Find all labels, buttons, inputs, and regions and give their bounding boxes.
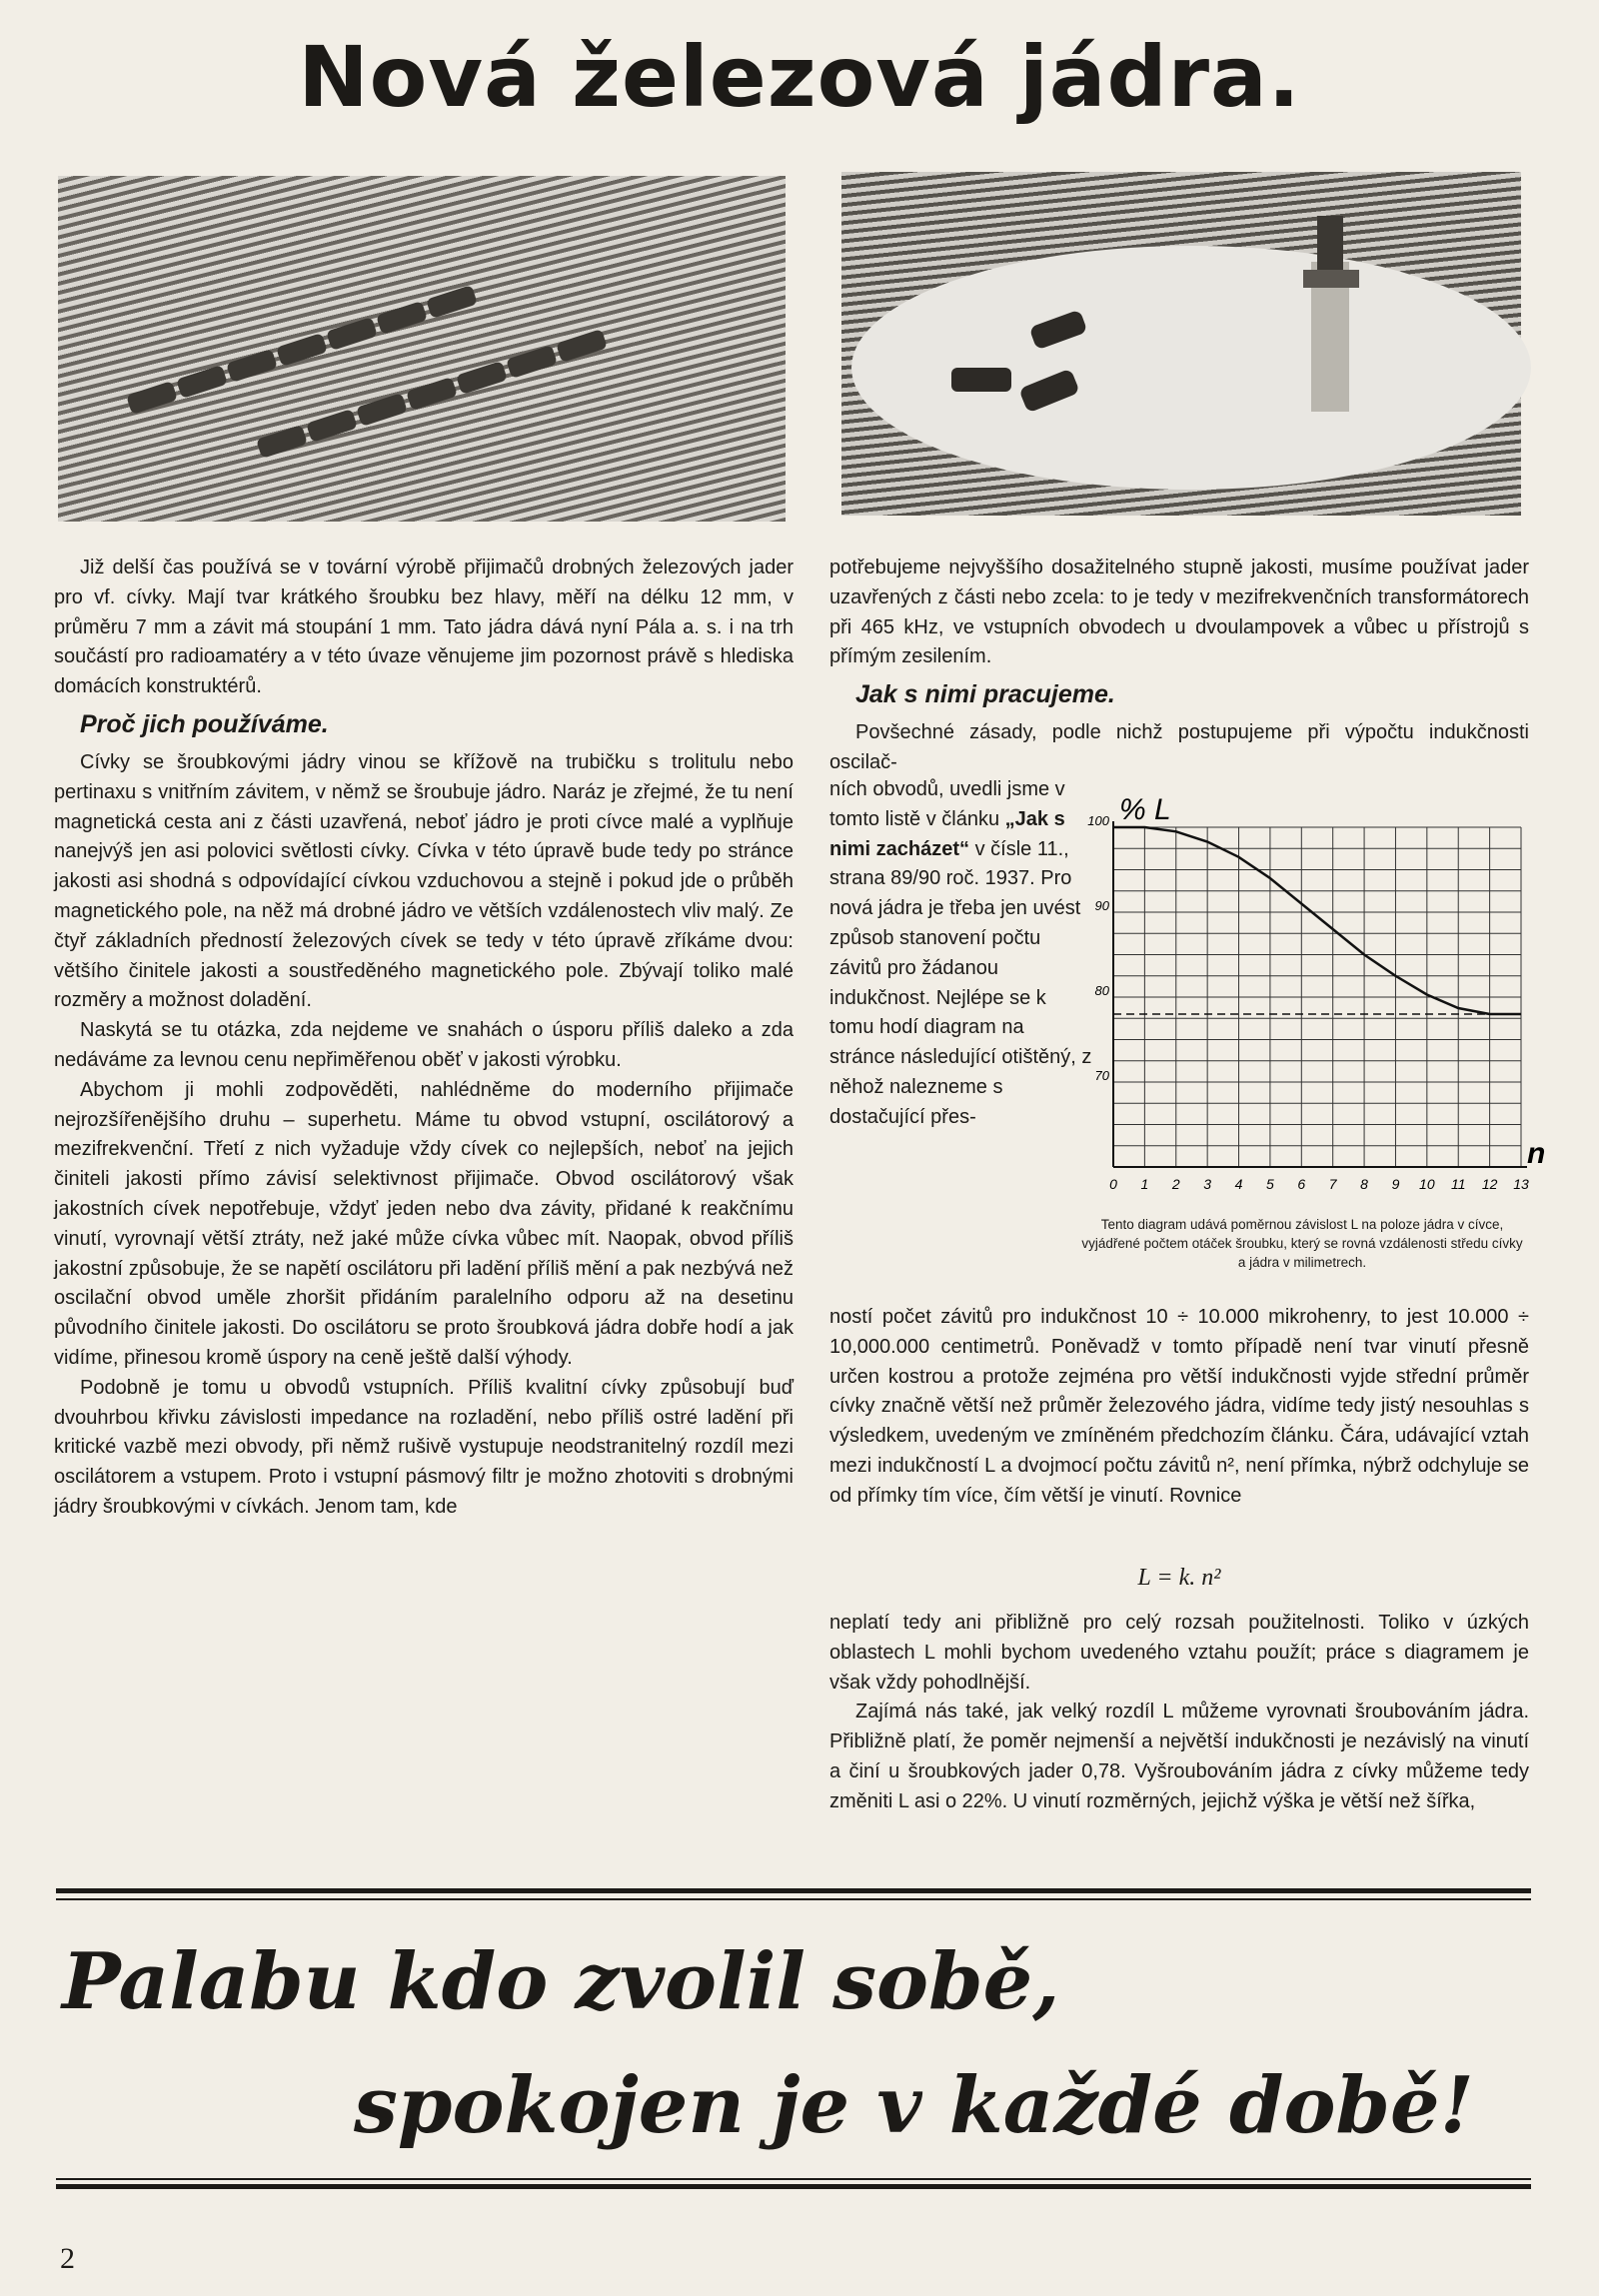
paragraph: potřebujeme nejvyššího dosažitelného stupně jakosti, musíme používat jader uzavřených z části nebo zcela: to je tedy v mezifrekvenčních transformátorech při 465 kHz, ve vstupních obvodech u dvoulampovek a vůbec u přístrojů s přímým zesilením. [829,557,1529,668]
divider [56,1888,1531,1893]
x-tick-label: 0 [1109,1176,1117,1192]
x-axis-label: n [1527,1137,1546,1170]
page-number: 2 [60,2242,75,2275]
photo-coil-on-dish [841,172,1521,516]
coil-dish-illustration [841,172,1521,516]
inductance-chart [1081,787,1546,1212]
x-tick-label: 5 [1266,1176,1274,1192]
iron-cores-illustration [58,176,786,522]
x-tick-label: 9 [1391,1176,1400,1192]
slogan-line-2: spokojen je v každé době! [354,2060,1474,2151]
y-tick-label: 100 [1087,813,1109,828]
divider [56,2178,1531,2180]
chart-caption: Tento diagram udává poměrnou závislost L na poloze jádra v cívce, vyjádřené počtem otáček šroubku, který se rovná vzdálenosti středu cívky a jádra v milimetrech. [1081,1217,1523,1270]
paragraph: Cívky se šroubkovými jádry vinou se křížově na trubičku s trolitulu nebo pertinaxu s vnitřním závitem, v němž se šroubuje jádro. Naráz je zřejmé, že tu není magnetická cesta ani z části uzavřená, neboť jádro je proti cívce malé a vyplňuje nanejvýš jen asi polovici světlosti cívky. Cívka v této úpravě bude tedy po stránce jakosti asi shodná s odpovídající cívkou vzduchovou a stejně i pokud jde o průběh magnetického pole, na něž má drobné jádro ve větších vzdálenostech vliv malý. Ze čtyř základních předností železových cívek se tedy v této úpravě zříkáme dvou: většího činitele jakosti a soustředěného magnetického pole. Zbývají toliko malé rozměry a možnost doladění. [54,750,794,1012]
article-title: Nová železová jádra. [298,28,1301,126]
divider [56,2184,1531,2189]
y-tick-label: 70 [1094,1068,1109,1083]
right-column-bottom-2 [829,1609,1529,1817]
wrap-text-a: ních obvodů, uvedli jsme v tomto listě v článku [829,778,1065,830]
paragraph: Abychom ji mohli zodpověděti, nahlédněme do moderního přijimače nejrozšířenějšího druhu – superhetu. Máme tu obvod vstupní, oscilátorový a mezifrekvenční. Třetí z nich vyžaduje vždy cívek co nejlepších, neboť na jejich činiteli jakosti přímo závisí selektivnost přijimače. Obvod oscilátorový však jakostních cívek nepotřebuje, vždyť jeden nebo dva závity, přidané k reakčnímu vinutí, vyrovnají větší ztráty, než jaké může cívka vůbec mít. Naopak, obvod příliš jakostní způsobuje, že se napětí oscilátoru při ladění příliš mění a pak nezbývá než oscilační obvod uměle zhoršit přidáním paralelního odporu až na desetinu původního činitele jakosti. Do oscilátoru se proto šroubková jádra dobře hodí a jak vidíme, přinesou kromě úspory na ceně ještě další výhody. [54,1078,794,1369]
formula: L = k. n² [1137,1565,1221,1591]
y-tick-label: 80 [1094,983,1109,998]
wrap-text-b: v čísle 11., strana 89/90 roč. 1937. Pro nová jádra je třeba jen uvést způsob stanovení počtu závitů pro žádanou indukčnost. Nejlépe se k tomu hodí diagram na stránce následující otištěný, z něhož nalezneme s dostačující přes- [829,837,1092,1128]
x-tick-label: 1 [1140,1176,1149,1192]
article-reference: „Jak s nimi zacházet“ [829,807,1065,860]
right-column-top [829,554,1529,778]
photo-iron-cores-rows [58,176,786,522]
slogan-line-1: Palabu kdo zvolil sobě, [62,1936,1060,2027]
section-heading-how: Jak s nimi pracujeme. [855,680,1115,709]
wrap-text [829,775,1093,1133]
paragraph: Naskytá se tu otázka, zda nejdeme ve snahách o úsporu příliš daleko a zda nedáváme za levnou cenu nepřiměřenou oběť v jakosti výrobku. [54,1019,794,1071]
paragraph: ností počet závitů pro indukčnost 10 ÷ 10.000 mikrohenry, to jest 10.000 ÷ 10,000.000 centimetrů. Poněvadž v tomto případě není tvar vinutí přesně určen kostrou a protože zejména pro větší indukčnosti vyjde střední průměr cívky značně větší než průměr železového jádra, vidíme tedy jistý nesouhlas s výsledkem, uvedeným ve zmíněném předchozím článku. Čára, udávající vztah mezi indukčností L a dvojmocí počtu závitů n², není přímka, nýbrž odchyluje se od přímky tím více, čím větší je vinutí. Rovnice [829,1306,1529,1507]
paragraph: Zajímá nás také, jak velký rozdíl L můžeme vyrovnati šroubováním jádra. Přibližně platí, že poměr nejmenší a největší indukčnosti je nezávislý na vinutí a činí u šroubkových jader 0,78. Vyšroubováním jádra z cívky můžeme tedy změniti L asi o 22%. U vinutí rozměrných, jejichž výška je větší než šířka, [829,1701,1529,1812]
divider [56,1898,1531,1900]
x-tick-label: 3 [1203,1176,1212,1192]
x-tick-label: 2 [1171,1176,1180,1192]
series-line [1113,827,1521,1014]
right-column-bottom [829,1303,1529,1512]
x-tick-label: 10 [1419,1176,1435,1192]
x-tick-label: 4 [1234,1176,1243,1192]
x-tick-label: 13 [1513,1176,1529,1192]
y-axis-label: % L [1119,793,1171,826]
section-heading-why: Proč jich používáme. [80,709,329,738]
paragraph: Již delší čas používá se v tovární výrobě přijimačů drobných železových jader pro vf. cívky. Mají tvar krátkého šroubku bez hlavy, měří na délku 12 mm, v průměru 7 mm a závit má stoupání 1 mm. Tato jádra dává nyní Pála a. s. i na trh součástí pro radioamatéry a v této úvaze věnujeme jim pozornost právě s hlediska domácích konstruktérů. [54,557,794,698]
left-column [54,554,794,1523]
paragraph: Podobně je tomu u obvodů vstupních. Příliš kvalitní cívky způsobují buď dvouhrbou křivku závislosti impedance na rozladění, nebo příliš ostré ladění při kritické vazbě mezi obvody, při němž rušivě vystupuje neodstranitelný rozdíl mezi oscilátorem a vstupem. Proto i vstupní pásmový filtr je možno zhotoviti s drobnými jádry šroubkovými v cívkách. Jenom tam, kde [54,1376,794,1518]
x-tick-label: 11 [1450,1176,1466,1192]
x-tick-label: 12 [1481,1176,1498,1192]
x-tick-label: 8 [1360,1176,1368,1192]
chart-svg [1081,787,1546,1207]
y-tick-label: 90 [1094,898,1109,913]
paragraph: neplatí tedy ani přibližně pro celý rozsah použitelnosti. Toliko v úzkých oblastech L mohli bychom uvedeného vztahu použít; práce s diagramem je však vždy pohodlnější. [829,1612,1529,1694]
paragraph: Povšechné zásady, podle nichž postupujeme při výpočtu indukčnosti oscilač- [829,721,1529,773]
x-tick-label: 7 [1328,1176,1337,1192]
x-tick-label: 6 [1297,1176,1306,1192]
